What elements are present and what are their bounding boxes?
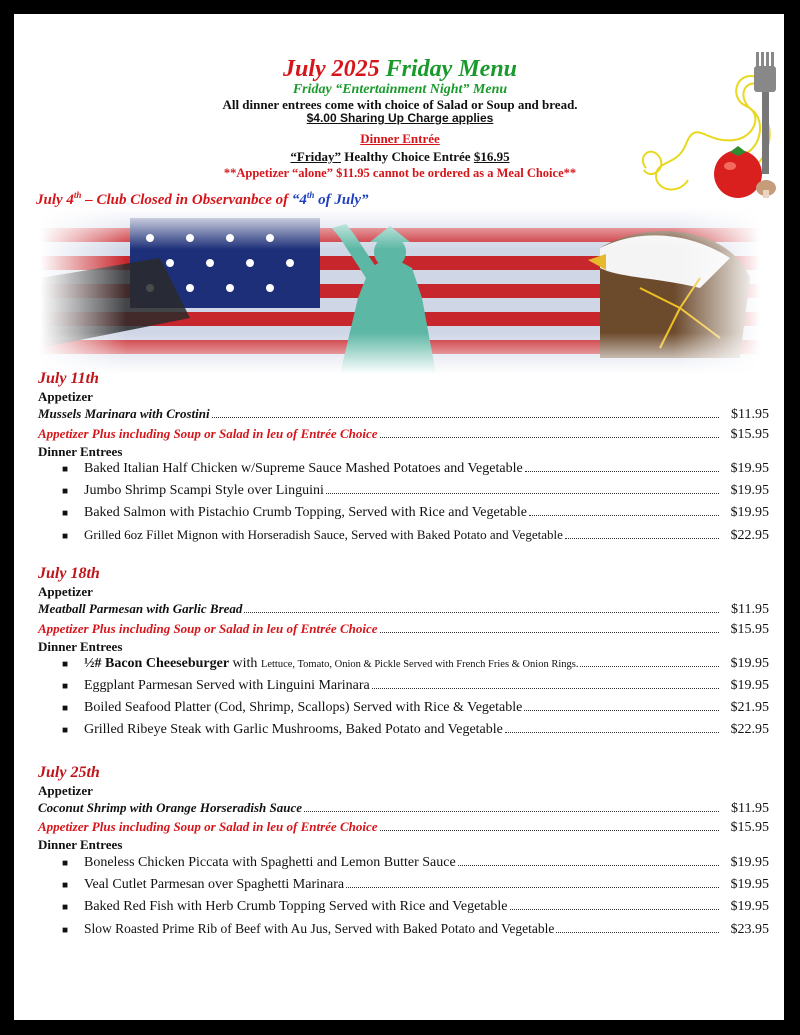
entree-name-main: ½# Bacon Cheeseburger (84, 656, 230, 671)
entree-price: $19.95 (730, 877, 769, 892)
entree-row: ■ ½# Bacon Cheeseburger with Lettuce, Tomato, Onion & Pickle Served with French Fries & Onion Rings. $19.95 (62, 656, 769, 671)
fork-icon (754, 52, 776, 174)
patriotic-banner (40, 208, 760, 374)
entree-row: ■ Baked Red Fish with Herb Crumb Topping Served with Rice and Vegetable $19.95 (62, 899, 769, 914)
closed-date: July 4 (36, 192, 74, 208)
entree-name-detail: Lettuce, Tomato, Onion & Pickle Served with French Fries & Onion Rings. (260, 659, 579, 670)
spaghetti-fork-illustration (626, 48, 784, 208)
closed-text: – Club Closed in Observanbce of (81, 192, 292, 208)
entree-row: ■ Grilled Ribeye Steak with Garlic Mushrooms, Baked Potato and Vegetable $22.95 (62, 722, 769, 737)
appetizer-plus-label: Appetizer Plus including Soup or Salad in leu of Entrée Choice (38, 621, 378, 636)
closed-holiday-a: “4 (291, 192, 307, 208)
entree-row: ■ Slow Roasted Prime Rib of Beef with Au Jus, Served with Baked Potato and Vegetable $23.95 (62, 921, 769, 937)
appetizer-row (38, 800, 769, 817)
entree-name: Boneless Chicken Piccata with Spaghetti and Lemon Butter Sauce (84, 855, 456, 870)
appetizer-row (38, 406, 769, 423)
entree-row: ■ Boiled Seafood Platter (Cod, Shrimp, Scallops) Served with Rice & Vegetable $21.95 (62, 700, 769, 715)
entree-price: $19.95 (730, 656, 769, 671)
dinner-entrees-label: Dinner Entrees (38, 444, 123, 459)
entree-name-with: with (229, 656, 261, 671)
week-date: July 18th (38, 565, 100, 582)
appetizer-label: Appetizer (38, 389, 93, 404)
entree-name: Slow Roasted Prime Rib of Beef with Au Jus, Served with Baked Potato and Vegetable (84, 921, 555, 936)
entree-row: ■ Grilled 6oz Fillet Mignon with Horseradish Sauce, Served with Baked Potato and Vegetable $22.95 (62, 527, 769, 543)
closed-sup1: th (73, 190, 82, 200)
appetizer-alone-note: **Appetizer “alone” $11.95 cannot be ordered as a Meal Choice** (223, 166, 577, 180)
appetizer-price: $11.95 (731, 801, 769, 816)
week-date: July 11th (38, 370, 99, 387)
entree-price: $19.95 (730, 855, 769, 870)
closed-notice (36, 190, 369, 209)
entree-name: Jumbo Shrimp Scampi Style over Linguini (84, 483, 324, 498)
entree-name: Baked Italian Half Chicken w/Supreme Sauce Mashed Potatoes and Vegetable (84, 461, 523, 476)
entree-price: $22.95 (730, 722, 769, 737)
appetizer-plus-row (38, 426, 769, 443)
dinner-entree-heading: Dinner Entrée (360, 131, 440, 146)
appetizer-price: $11.95 (731, 407, 769, 422)
entree-row: ■ Eggplant Parmesan Served with Linguini Marinara $19.95 (62, 678, 769, 693)
appetizer-plus-price: $15.95 (730, 820, 769, 835)
entree-price: $19.95 (730, 505, 769, 520)
healthy-price: $16.95 (473, 149, 510, 164)
entree-row: ■ Jumbo Shrimp Scampi Style over Linguini $19.95 (62, 483, 769, 498)
sharing-note: $4.00 Sharing Up Charge applies (306, 111, 494, 125)
closed-holiday-b: of July” (314, 192, 369, 208)
healthy-prefix: “Friday” (290, 149, 341, 164)
appetizer-plus-price: $15.95 (730, 427, 769, 442)
week-date: July 25th (38, 764, 100, 781)
appetizer-plus-row (38, 819, 769, 836)
entree-price: $19.95 (730, 483, 769, 498)
title-menu: Friday Menu (385, 56, 518, 82)
choice-note: All dinner entrees come with choice of Salad or Soup and bread. (222, 97, 578, 112)
entree-price: $22.95 (730, 528, 769, 543)
mushroom-icon (756, 180, 776, 198)
entree-name: Baked Red Fish with Herb Crumb Topping Served with Rice and Vegetable (84, 899, 508, 914)
entree-name: Grilled Ribeye Steak with Garlic Mushrooms, Baked Potato and Vegetable (84, 722, 503, 737)
entree-row: ■ Baked Salmon with Pistachio Crumb Topping, Served with Rice and Vegetable $19.95 (62, 505, 769, 520)
appetizer-plus-label: Appetizer Plus including Soup or Salad in leu of Entrée Choice (38, 426, 378, 441)
entree-price: $21.95 (730, 700, 769, 715)
appetizer-plus-row (38, 621, 769, 638)
menu-subtitle: Friday “Entertainment Night” Menu (292, 82, 508, 97)
appetizer-plus-price: $15.95 (730, 622, 769, 637)
appetizer-price: $11.95 (731, 602, 769, 617)
entree-name: Baked Salmon with Pistachio Crumb Topping, Served with Rice and Vegetable (84, 505, 527, 520)
appetizer-row (38, 601, 769, 618)
dinner-entrees-label: Dinner Entrees (38, 639, 123, 654)
entree-price: $19.95 (730, 461, 769, 476)
entree-name: Eggplant Parmesan Served with Linguini Marinara (84, 678, 370, 693)
closed-sup2: th (306, 190, 315, 200)
appetizer-name: Mussels Marinara with Crostini (38, 406, 210, 421)
dinner-entrees-label: Dinner Entrees (38, 837, 123, 852)
entree-price: $19.95 (730, 678, 769, 693)
entree-row: ■ Baked Italian Half Chicken w/Supreme Sauce Mashed Potatoes and Vegetable $19.95 (62, 461, 769, 476)
entree-price: $23.95 (730, 922, 769, 937)
entree-name: Boiled Seafood Platter (Cod, Shrimp, Scallops) Served with Rice & Vegetable (84, 700, 523, 715)
title-month: July 2025 (282, 56, 380, 82)
entree-name: Grilled 6oz Fillet Mignon with Horseradish Sauce, Served with Baked Potato and Vegetable (84, 527, 563, 542)
entree-row: ■ Boneless Chicken Piccata with Spaghetti and Lemon Butter Sauce $19.95 (62, 855, 769, 870)
entree-row: ■ Veal Cutlet Parmesan over Spaghetti Marinara $19.95 (62, 877, 769, 892)
entree-name: Veal Cutlet Parmesan over Spaghetti Marinara (84, 877, 345, 892)
appetizer-plus-label: Appetizer Plus including Soup or Salad in leu of Entrée Choice (38, 819, 378, 834)
healthy-middle: Healthy Choice Entrée (340, 149, 474, 164)
appetizer-label: Appetizer (38, 584, 93, 599)
entree-price: $19.95 (730, 899, 769, 914)
appetizer-name: Meatball Parmesan with Garlic Bread (38, 601, 243, 616)
menu-page (14, 14, 784, 1020)
tomato-icon (714, 146, 762, 198)
appetizer-name: Coconut Shrimp with Orange Horseradish Sauce (38, 800, 303, 815)
appetizer-label: Appetizer (38, 783, 93, 798)
